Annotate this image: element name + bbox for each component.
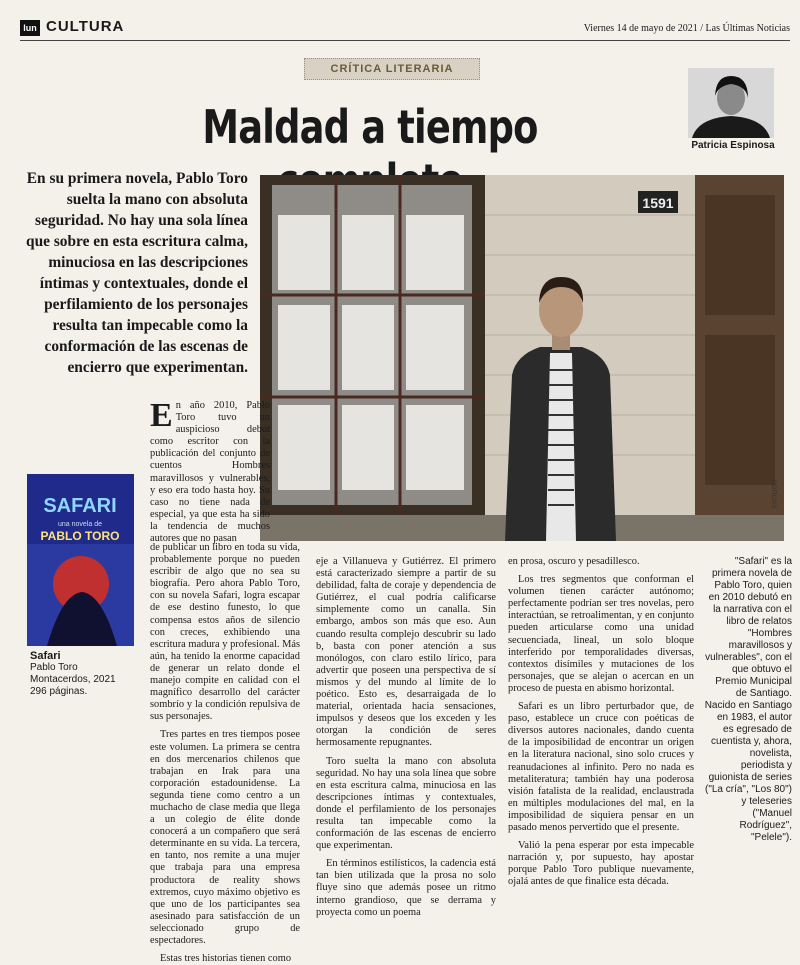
article-paragraph: n año 2010, Pablo Toro tuvo un auspicioso debut como escritor con la publicación del conjunto de cuentos Hombres maravillosos y vulnerables, y eso era todo hasta hoy. Su caso no tiene nada de especial, ya que esta ha sido la tendencia de muchos autores que no pasan [150,400,270,545]
article-paragraph: Estas tres historias tienen como [160,953,292,965]
article-column-2 [316,556,496,918]
author-bio-sidebar: "Safari" es la primera novela de Pablo Toro, quien en 2010 debutó en la narrativa con el libro de relatos "Hombres maravillosos y vulnerables", con el que obtuvo el Premio Municipal de Santiago. Nacido en Santiago en 1983, el autor es egresado de cuentista y, ahora, novelista, periodista y guionista de series ("La cría", "Los 80") y teleseries ("Manuel Rodríguez", "Pelele"). [704,556,792,843]
house-number: 1591 [642,195,674,211]
book-publisher: Montacerdos, 2021 [30,674,116,685]
drop-cap: E [150,397,173,434]
article-paragraph: Safari es un libro perturbador que, de paso, establece un cruce con poéticas de diversos autores nacionales, dando cuenta de la imposibilidad de encontrar un origen en la literatura nacional, sino solo cruces y reanudaciones al infinito. Pero no nada es metaliteratura; también hay una poderosa visión fatalista de la realidad, enclaustrada en múltiples modulaciones del mal, en la imposibilidad de siquiera pensar en un pasado menos pervertido que el presente. [508,701,694,833]
photo-credit: NOTICIAS [770,480,776,509]
article-paragraph: Los tres segmentos que conforman el volumen tienen carácter autónomo; perfectamente podrían ser tres novelas, pero interactúan, se retroalimentan, y en conjunto pueden articularse como una unidad secuenciada, lineal, un solo bloque interferido por temporalidades diversas, contextos disímiles y mutaciones de los personajes, que se alejan o acercan en un proceso de puesta en abismo horizontal. [508,574,694,694]
article-paragraph: Toro suelta la mano con absoluta seguridad. No hay una sola línea que sobre en esta escritura calma, minuciosa en las descripciones íntimas y contextuales, donde el perfilamiento de los personajes resulta tan impecable como la conformación de las escenas de encierro que experimentan. [316,755,496,852]
book-author: Pablo Toro [30,662,78,673]
book-pages: 296 páginas. [30,686,88,697]
article-column-1-continued [150,542,300,965]
article-paragraph: Tres partes en tres tiempos posee este volumen. La primera se centra en dos mercenarios chilenos que trabajan en Irak para una corporación estadounidense. La segunda tiene como centro a un muchacho de clase media que llega a un colegio de élite donde conocerá a un compañero que será determinante en su vida. La tercera, en tanto, nos remite a una mujer que trabaja para una empresa productora de reality shows extremos, cuyo máximo objetivo es que uno de los participantes sea asesinado para satisfacción de un seleccionado grupo de espectadores. [150,729,300,946]
kicker-banner [304,58,480,80]
article-paragraph: eje a Villanueva y Gutiérrez. El primero está caracterizado siempre a partir de su debilidad, falta de coraje y dependencia de Gutiérrez, el cual podría calificarse simplemente como un canalla. Sin embargo, ambos son más que eso. Aun cuando resulta complejo descubrir su lado b, basta con poner atención a sus monólogos, con claro estilo lírico, para advertir que poseen una perspectiva de sí mismos y del mundo al límite de lo poético. Esto es, desarraigada de lo material, orientada hacia sensaciones, impulsos y deseos que los exceden y les otorgan la condición de seres hermosamente repugnantes. [316,556,496,749]
book-cover-image [27,474,134,646]
book-title: Safari [30,650,61,662]
newspaper-logo: lun [20,20,40,36]
author-name: Patricia Espinosa [691,140,775,151]
main-photo [260,175,784,541]
article-paragraph: Valió la pena esperar por esta impecable narración y, por supuesto, hay apostar porque Pablo Toro publique nuevamente, ojalá antes de que finalice esta década. [508,840,694,888]
lede-paragraph: En su primera novela, Pablo Toro suelta la mano con absoluta seguridad. No hay una sola línea que sobre en esta escritura calma, minuciosa en las descripciones íntimas y contextuales, donde el perfilamiento de los personajes resulta tan impecable como la conformación de las escenas de encierro que experimentan. [26,170,248,376]
author-portrait [688,68,774,138]
article-column-1 [150,397,270,545]
headline: Maldad a tiempo [202,100,538,154]
article-paragraph: de publicar un libro en toda su vida, probablemente porque no pueden escribir de algo que no sea su biografía. Pero ahora Pablo Toro, con su novela Safari, logra escapar de ese destino funesto, lo que compensa estos años de silencio con creces, exhibiendo una escritura madura y profesional. Más aún, ha tenido la enorme capacidad de generar un relato donde el manejo compite en calidad con el magnífico desarrollo del carácter sombrío y la condición repulsiva de sus personajes. [150,542,300,723]
article-paragraph: en prosa, oscuro y pesadillesco. [508,556,640,567]
article-column-3 [508,556,694,906]
book-info [30,650,150,698]
book-cover-author: PABLO TORO [40,529,120,543]
kicker-label: CRÍTICA LITERARIA [330,63,454,75]
section-name: CULTURA [46,18,125,35]
book-cover-title: SAFARI [43,495,117,517]
article-paragraph: En términos estilísticos, la cadencia está tan bien utilizada que la prosa no solo fluye sino que además posee un ritmo interno grandioso, que se derrama y proyecta como un poema [316,858,496,918]
section-header [20,18,790,41]
book-cover-subtitle: una novela de [58,521,102,528]
issue-date: Viernes 14 de mayo de 2021 / Las Últimas Noticias [583,23,790,34]
